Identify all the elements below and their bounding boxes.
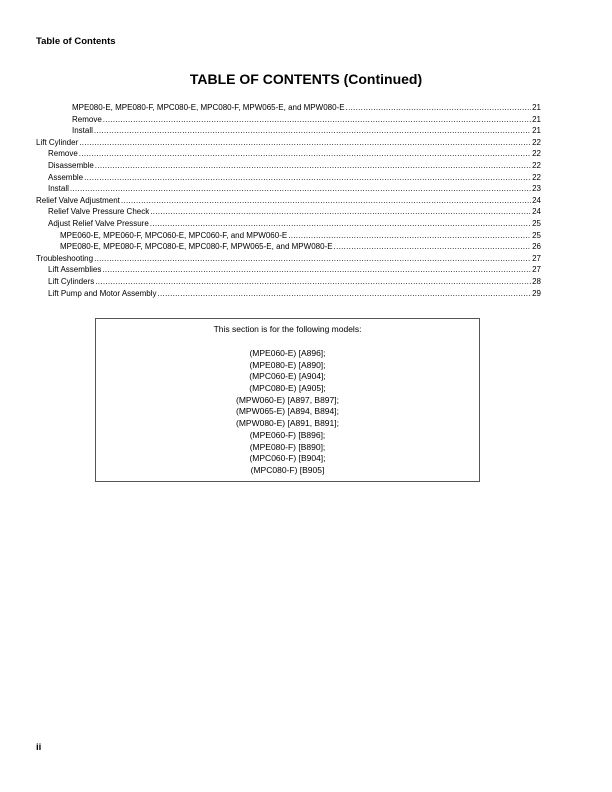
running-header: Table of Contents xyxy=(36,36,116,47)
toc-dot-leader xyxy=(79,148,531,160)
toc-entry[interactable] xyxy=(36,183,541,195)
toc-entry[interactable] xyxy=(36,230,541,242)
toc-entry-label: Assemble xyxy=(48,172,84,182)
toc-entry-label: Adjust Relief Valve Pressure xyxy=(48,218,149,228)
model-item: (MPE060-E) [A896]; xyxy=(249,348,326,358)
toc-entry[interactable] xyxy=(36,276,541,288)
toc-entry-label: Relief Valve Adjustment xyxy=(36,195,120,205)
toc-entry-label: Install xyxy=(48,184,69,194)
toc-entry-page: 26 xyxy=(532,242,541,252)
model-item: (MPW065-E) [A894, B894]; xyxy=(236,406,339,417)
toc-entry-page: 24 xyxy=(532,207,541,217)
toc-entry-label: Lift Cylinders xyxy=(48,276,95,286)
model-item: (MPC060-E) [A904]; xyxy=(249,371,326,382)
toc-entry-page: 27 xyxy=(532,253,541,263)
toc-entry[interactable] xyxy=(36,160,541,172)
model-item: (MPE080-F) [B890]; xyxy=(249,441,326,452)
model-item: (MPC080-F) [B905] xyxy=(250,464,325,475)
toc-dot-leader xyxy=(334,241,532,253)
toc-dot-leader xyxy=(102,264,531,276)
toc-entry[interactable] xyxy=(36,288,541,300)
toc-entry[interactable] xyxy=(36,206,541,218)
toc-entry-label: Lift Cylinder xyxy=(36,137,79,147)
toc-entry-label: Lift Assemblies xyxy=(48,265,102,275)
toc-entry-label: Troubleshooting xyxy=(36,253,94,263)
toc-entry[interactable] xyxy=(36,148,541,160)
toc-dot-leader xyxy=(70,183,531,195)
model-item: (MPC080-E) [A905]; xyxy=(249,383,326,394)
model-item: (MPE080-E) [A890]; xyxy=(249,359,326,370)
toc-entry[interactable] xyxy=(36,241,541,253)
model-item: (MPW060-E) [A897, B897]; xyxy=(236,394,339,405)
toc-entry[interactable] xyxy=(36,137,541,149)
models-intro: This section is for the following models: xyxy=(213,324,362,334)
toc-entry[interactable] xyxy=(36,253,541,265)
page-title: TABLE OF CONTENTS (Continued) xyxy=(189,71,423,87)
toc-dot-leader xyxy=(121,195,531,207)
toc-entry-page: 21 xyxy=(532,114,541,124)
toc-entry-page: 29 xyxy=(532,288,541,298)
toc-entry-page: 21 xyxy=(532,103,541,112)
table-of-contents xyxy=(36,102,541,299)
toc-entry-page: 21 xyxy=(532,126,541,136)
toc-entry-page: 25 xyxy=(532,230,541,240)
toc-dot-leader xyxy=(150,218,531,230)
toc-entry[interactable] xyxy=(36,114,541,126)
toc-dot-leader xyxy=(94,253,531,265)
toc-entry[interactable] xyxy=(36,102,541,114)
toc-dot-leader xyxy=(95,160,531,172)
toc-entry-page: 22 xyxy=(532,160,541,170)
toc-dot-leader xyxy=(79,137,531,149)
toc-entry-page: 28 xyxy=(532,276,541,286)
toc-entry[interactable] xyxy=(36,125,541,137)
toc-entry-label: MPE080-E, MPE080-F, MPC080-E, MPC080-F, MPW065-E, and MPW080-E xyxy=(72,103,345,112)
toc-entry-label: Remove xyxy=(72,114,102,124)
toc-entry-page: 22 xyxy=(532,172,541,182)
toc-dot-leader xyxy=(95,276,531,288)
models-box xyxy=(95,318,480,482)
model-item: (MPW080-E) [A891, B891]; xyxy=(236,418,339,429)
toc-entry-page: 22 xyxy=(532,149,541,159)
page-number: ii xyxy=(36,742,42,753)
toc-dot-leader xyxy=(150,206,531,218)
toc-dot-leader xyxy=(94,125,531,137)
toc-entry[interactable] xyxy=(36,195,541,207)
toc-entry[interactable] xyxy=(36,172,541,184)
toc-entry-label: Disassemble xyxy=(48,160,94,170)
toc-entry-label: Install xyxy=(72,126,93,136)
toc-entry-label: MPE080-E, MPE080-F, MPC080-E, MPC080-F, MPW065-E, and MPW080-E xyxy=(60,242,333,252)
toc-dot-leader xyxy=(84,172,531,184)
toc-entry-label: MPE060-E, MPE060-F, MPC060-E, MPC060-F, and MPW060-E xyxy=(60,230,288,240)
toc-entry-page: 22 xyxy=(532,137,541,147)
toc-dot-leader xyxy=(288,230,531,242)
toc-entry-page: 23 xyxy=(532,184,541,194)
toc-entry-label: Lift Pump and Motor Assembly xyxy=(48,288,157,298)
toc-entry-page: 27 xyxy=(532,265,541,275)
toc-dot-leader xyxy=(103,114,531,126)
toc-entry[interactable] xyxy=(36,218,541,230)
toc-dot-leader xyxy=(346,102,532,114)
toc-entry-page: 24 xyxy=(532,195,541,205)
toc-dot-leader xyxy=(158,288,532,300)
toc-entry-label: Remove xyxy=(48,149,78,159)
model-item: (MPE060-F) [B896]; xyxy=(249,429,326,440)
toc-entry-label: Relief Valve Pressure Check xyxy=(48,207,150,217)
toc-entry[interactable] xyxy=(36,264,541,276)
models-list xyxy=(96,348,479,477)
toc-entry-page: 25 xyxy=(532,218,541,228)
model-item: (MPC060-F) [B904]; xyxy=(249,453,326,464)
